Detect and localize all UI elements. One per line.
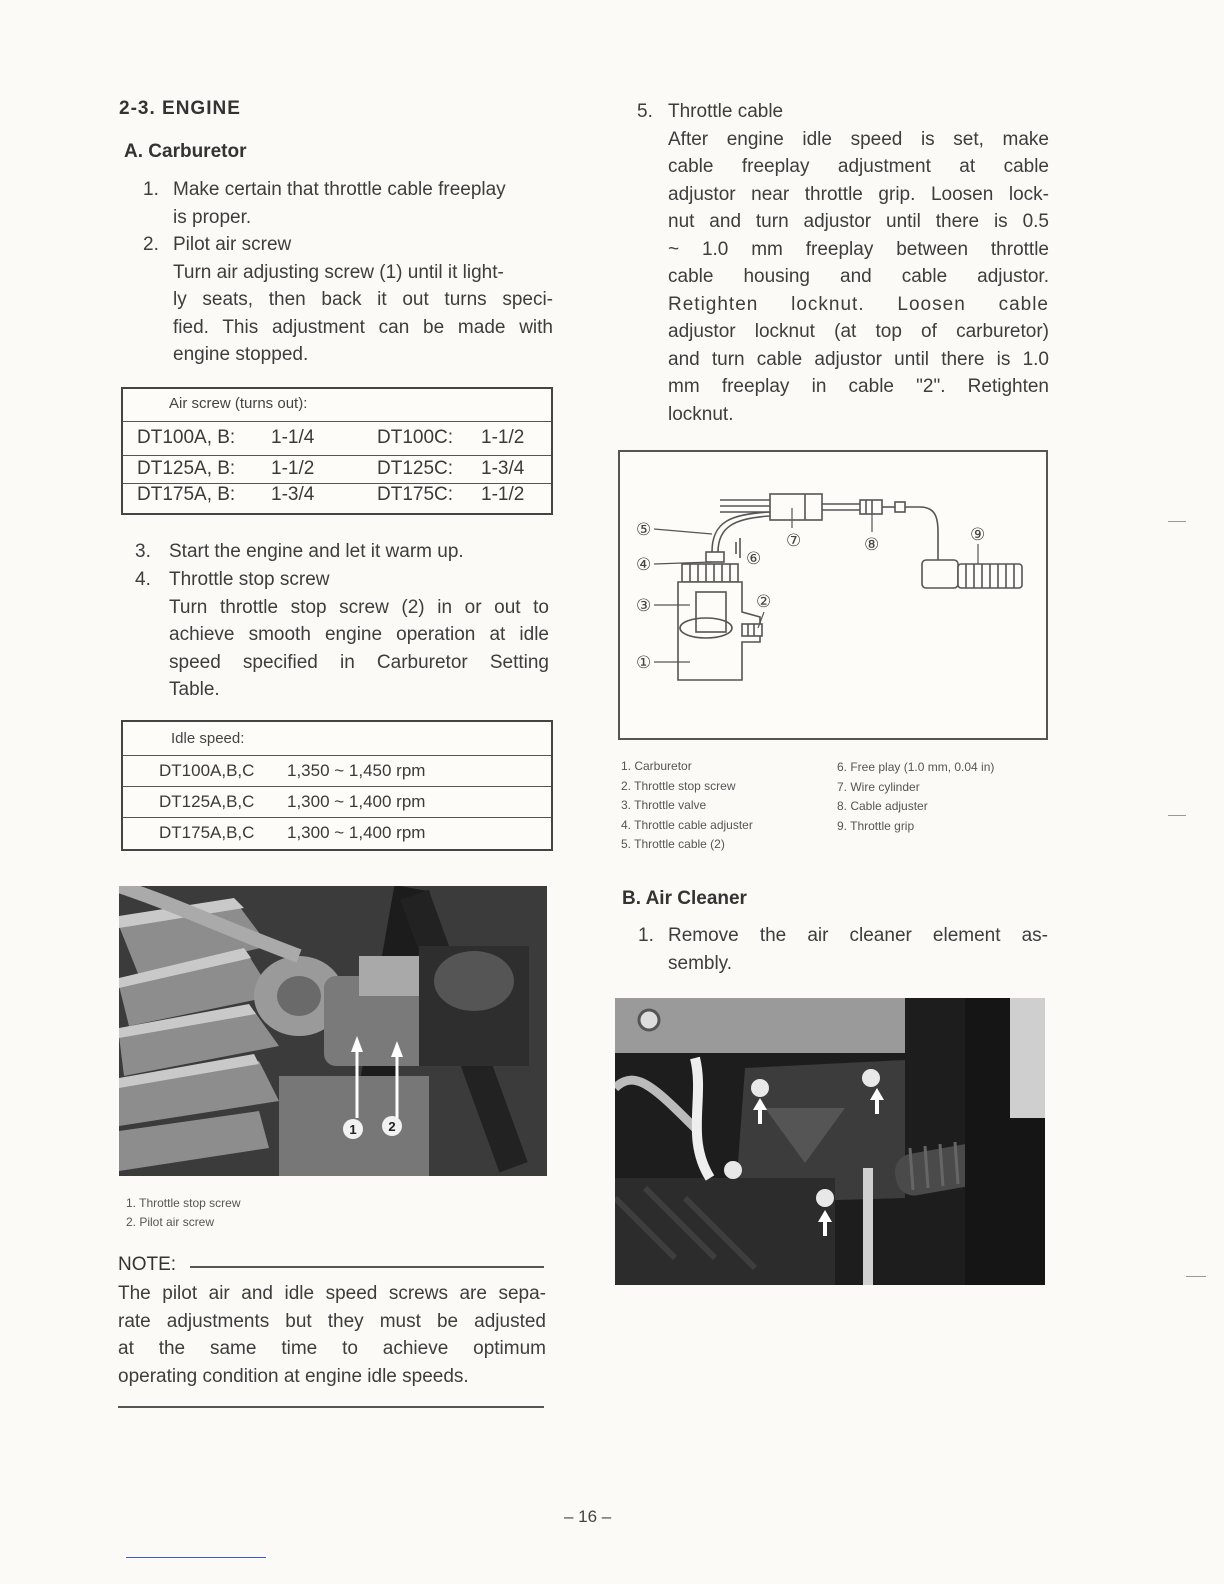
note-line: at the same time to achieve optimum — [118, 1338, 546, 1359]
marker-6: ⑥ — [746, 549, 762, 569]
model-cell: DT125A, B: — [137, 458, 236, 479]
throttle-cable-diagram — [618, 450, 1048, 740]
step-line: and turn cable adjustor until there is 1.0 — [668, 348, 1049, 370]
step-line: ly seats, then back it out turns speci- — [173, 289, 553, 310]
note-rule — [190, 1266, 544, 1268]
table-row — [123, 483, 551, 512]
caption-line: 1. Throttle stop screw — [126, 1196, 241, 1210]
model-cell: DT125A,B,C — [159, 792, 255, 811]
air-screw-table — [121, 387, 553, 515]
section-title: 2-3. ENGINE — [119, 98, 241, 119]
note-body — [118, 1280, 546, 1390]
carburetor-photo — [119, 886, 547, 1176]
page-number: – 16 – — [564, 1507, 612, 1526]
step-line: After engine idle speed is set, make — [668, 128, 1049, 150]
marker-1: ① — [636, 653, 652, 673]
table-caption: Idle speed: — [171, 730, 245, 747]
step-line: Throttle cable — [668, 101, 784, 122]
step-2 — [143, 231, 553, 371]
step-1 — [143, 176, 553, 231]
model-cell: DT175A,B,C — [159, 823, 255, 842]
legend-item: 9. Throttle grip — [837, 818, 915, 833]
table-caption: Air screw (turns out): — [169, 395, 308, 412]
step-line: speed specified in Carburetor Setting — [169, 651, 549, 673]
value-cell: 1-3/4 — [271, 484, 315, 505]
model-cell: DT175C: — [377, 484, 454, 505]
step-line: achieve smooth engine operation at idle — [169, 624, 549, 645]
value-cell: 1-1/2 — [481, 484, 525, 505]
marker-5: ⑤ — [636, 520, 652, 540]
diagram-legend-right — [837, 758, 994, 836]
value-cell: 1-1/4 — [271, 427, 315, 448]
note-line: operating condition at engine idle speeds. — [118, 1365, 469, 1387]
step-number: 1. — [143, 179, 159, 200]
diagram-legend-left — [621, 757, 753, 855]
legend-item: 5. Throttle cable (2) — [621, 837, 725, 851]
legend-item: 7. Wire cylinder — [837, 779, 920, 794]
step-number: 1. — [638, 925, 654, 946]
marker-4: ④ — [636, 555, 652, 575]
step-line: cable housing and cable adjustor. — [668, 266, 1049, 287]
model-cell: DT100A, B: — [137, 427, 236, 448]
marker-9: ⑨ — [970, 525, 986, 545]
note-line: The pilot air and idle speed screws are sepa- — [118, 1283, 546, 1304]
step-line: Retighten locknut. Loosen cable — [668, 293, 1049, 315]
legend-item: 1. Carburetor — [621, 759, 692, 773]
step-line: Table. — [169, 679, 220, 700]
idle-speed-table — [121, 720, 553, 851]
caption-line: 2. Pilot air screw — [126, 1215, 215, 1229]
step-number: 3. — [135, 541, 151, 562]
table-row — [123, 421, 551, 455]
value-cell: 1-3/4 — [481, 458, 525, 479]
photo-label: 1 — [349, 1122, 357, 1137]
step-line: Throttle stop screw — [169, 569, 330, 590]
legend-item: 3. Throttle valve — [621, 798, 707, 812]
step-number: 5. — [637, 101, 653, 122]
marker-3: ③ — [636, 596, 652, 616]
scan-mark — [1168, 521, 1186, 522]
value-cell: 1-1/2 — [271, 458, 315, 479]
model-cell: DT175A, B: — [137, 484, 236, 505]
legend-item: 2. Throttle stop screw — [621, 778, 736, 793]
note-line: rate adjustments but they must be adjusted — [118, 1310, 546, 1332]
step-line: nut and turn adjustor until there is 0.5 — [668, 211, 1049, 232]
table-row — [123, 786, 551, 818]
marker-8: ⑧ — [864, 535, 880, 555]
model-cell: DT125C: — [377, 458, 454, 479]
step-line: Make certain that throttle cable freeplay — [173, 179, 506, 200]
table-row — [123, 755, 551, 787]
step-line: mm freeplay in cable "2". Retighten — [668, 376, 1049, 397]
step-line: sembly. — [668, 952, 733, 974]
step-line: engine stopped. — [173, 344, 309, 365]
note-bottom-rule — [118, 1406, 544, 1408]
marker-2: ② — [756, 592, 772, 612]
subsection-b-title: B. Air Cleaner — [622, 888, 747, 909]
step-3 — [135, 538, 550, 566]
step-line: ~ 1.0 mm freeplay between throttle — [668, 238, 1049, 260]
step-4 — [135, 566, 550, 706]
value-cell: 1,300 ~ 1,400 rpm — [287, 792, 426, 811]
value-cell: 1,350 ~ 1,450 rpm — [287, 761, 426, 780]
scan-mark — [1168, 815, 1186, 816]
note-title: NOTE: — [118, 1254, 177, 1275]
step-list-2 — [135, 538, 550, 706]
step-number: 2. — [143, 234, 159, 255]
table-row — [123, 455, 551, 484]
step-line: locknut. — [668, 403, 734, 425]
step-line: fied. This adjustment can be made with — [173, 316, 553, 338]
model-cell: DT100C: — [377, 427, 454, 448]
photo1-captions — [126, 1194, 241, 1232]
value-cell: 1-1/2 — [481, 427, 525, 448]
step-number: 4. — [135, 569, 151, 590]
legend-item: 4. Throttle cable adjuster — [621, 817, 753, 832]
air-cleaner-photo — [615, 998, 1045, 1285]
step-line: Start the engine and let it warm up. — [169, 541, 464, 562]
model-cell: DT100A,B,C — [159, 761, 255, 780]
value-cell: 1,300 ~ 1,400 rpm — [287, 823, 426, 842]
legend-item: 6. Free play (1.0 mm, 0.04 in) — [837, 760, 995, 774]
step-line: adjustor locknut (at top of carburetor) — [668, 321, 1049, 342]
photo-label: 2 — [388, 1119, 396, 1134]
marker-7: ⑦ — [786, 531, 802, 551]
step-line: Turn air adjusting screw (1) until it light- — [173, 261, 504, 283]
table-row — [123, 817, 551, 848]
scan-mark — [1186, 1276, 1206, 1277]
subsection-a-title: A. Carburetor — [124, 141, 247, 162]
step-list-1 — [143, 176, 553, 371]
step-line: cable freeplay adjustment at cable — [668, 156, 1049, 177]
step-line: Remove the air cleaner element as- — [668, 925, 1048, 946]
step-line: Turn throttle stop screw (2) in or out to — [169, 596, 549, 618]
scan-underline — [126, 1557, 266, 1558]
step-line: Pilot air screw — [173, 234, 292, 255]
legend-item: 8. Cable adjuster — [837, 799, 928, 813]
step-line: adjustor near throttle grip. Loosen lock- — [668, 183, 1049, 205]
step-line: is proper. — [173, 206, 252, 228]
